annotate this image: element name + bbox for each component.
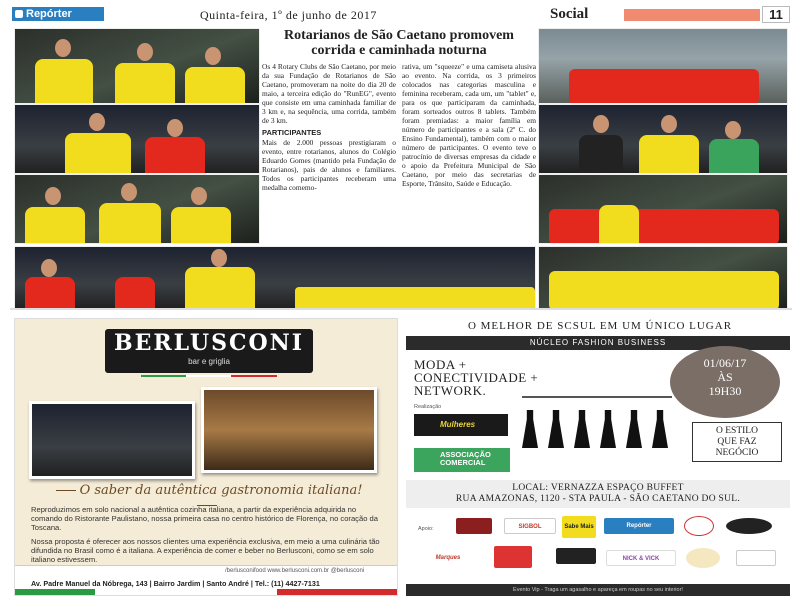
sponsor-logo: NICK & VICK [606,550,676,566]
event-date-circle [670,346,780,418]
article-paragraph: rativa, um "squeeze" e uma camiseta alusiva ao evento. Na corrida, os 3 primeiros colocados nas categorias masculina e feminina receberam, cada um, um "tablet" e, para os que participaram da caminhada, foram sorteados outros 8 tablets. Também foram premiadas: a maior família em número de participantes e a sala (2º C. do Ensino Fundamental), também com o maior número de participantes. O evento teve o patrocínio de diversas empresas da cidade e o apoio da Prefeitura Municipal de São Caetano, por meio das secretarias de Esporte, Trânsito, Saúde e Educação. [402,62,536,188]
photo-group-4 [538,174,788,244]
event-location [406,480,790,508]
dress-icon [626,410,642,448]
page-header [10,6,790,24]
associacao-comercial-logo [414,448,510,472]
section-bar [624,9,760,21]
ad-footer [15,565,397,595]
event-date-at: ÀS [717,370,733,384]
restaurant-interior-photo [201,387,377,473]
social-handles: /berlusconifood www.berlusconi.com.br @berlusconi [225,568,365,574]
sponsor-logo: Sabe Mais [562,516,596,538]
ad-footer-strip: Evento Vip - Traga um agasalho e apareça em roupas no seu interior! [406,584,790,596]
sponsor-logo: SIGBOL [504,518,556,534]
clothes-rack-icon [522,396,672,398]
photo-crowd-wide [14,246,536,310]
ad-body [31,505,383,569]
newspaper-logo: Repórter [12,7,104,21]
nucleo-banner: NÚCLEO FASHION BUSINESS [406,336,790,350]
sponsor-logo [456,518,492,534]
ad-tagline: O saber da autêntica gastronomia italiana! [45,483,369,513]
sponsor-logo [494,546,532,568]
article [262,28,536,246]
assoc-line: COMERCIAL [440,458,486,467]
brand-name: BERLUSCONI [113,330,305,356]
brand-logo [105,329,313,373]
article-paragraph: Mais de 2.000 pessoas prestigiaram o evento, entre rotarianos, alunos do Colégio Eduardo Gomes (mantido pela Fundação de Rotarianos), pais de alunos e familiares. Todos os participantes receberam uma medalha comemo- [262,138,396,192]
apoio-label: Apoio: [418,526,434,532]
moda-line: NETWORK. [414,383,487,398]
ad-fashion-business [406,318,794,596]
italian-flag-stripe [141,375,277,377]
event-time: 19H30 [708,384,742,398]
ad-title: O MELHOR DE SCSUL EM UM ÚNICO LUGAR [467,320,733,332]
realizacao-label: Realização [414,404,442,410]
photo-group-3 [538,104,788,174]
sponsor-logo: Marques [420,550,476,566]
moda-line: MODA + [414,357,467,372]
section-title: Social [550,6,589,22]
article-column-1 [262,62,396,195]
article-paragraph: Os 4 Rotary Clubs de São Caetano, por meio da sua Fundação de Rotarianos de São Caetano, promoveram na noite do dia 20 de maio, a terceira edição do "RunEG", evento que consiste em uma caminhada familiar de 3 km e, na sequência, uma corrida, também de 3 km. [262,62,396,125]
ad-address: Av. Padre Manuel da Nóbrega, 143 | Bairro Jardim | Santo André | Tel.: (11) 4427-7131 [31,579,320,588]
sponsor-logo [684,516,714,536]
brand-subtitle: bar e griglia [188,357,230,366]
sponsor-logo: Repórter [604,518,674,534]
event-date: 01/06/17 [703,356,747,370]
moda-text [414,358,538,397]
moda-line: CONECTIVIDADE + [414,370,539,385]
ad-berlusconi [14,318,398,596]
dress-icon [548,410,564,448]
ad-paragraph: Reproduzimos em solo nacional a autêntica cozinha italiana, a partir da experiência adquirida no comando do Ristorante Paulistano, nossa primeira casa no centro histórico de Florença, no coração da Toscana. [31,505,378,532]
article-column-2 [402,62,536,195]
red-stripe [277,589,397,595]
dress-icon [652,410,668,448]
sponsor-logo [556,548,596,564]
estilo-box [692,422,782,462]
photo-group-5 [538,246,788,310]
mulheres-logo: Mulheres [414,414,508,436]
estilo-line: NEGÓCIO [715,448,759,458]
assoc-line: ASSOCIAÇÃO [440,450,491,459]
location-line: RUA AMAZONAS, 1120 - STA PAULA - SÃO CAETANO DO SUL. [455,494,741,504]
location-line: LOCAL: VERNAZZA ESPAÇO BUFFET [512,483,684,493]
green-stripe [15,589,95,595]
article-headline: Rotarianos de São Caetano promovem corrida e caminhada noturna [284,28,514,58]
sponsor-logo [736,550,776,566]
restaurant-exterior-photo [29,401,195,479]
estilo-line: QUE FAZ [717,437,757,447]
photo-couple-1 [14,104,260,174]
article-subhead: PARTICIPANTES [262,128,322,137]
dress-icon [522,410,538,448]
divider [10,308,792,310]
photo-runners-group-1 [14,28,260,104]
photo-group-red-shirts [538,28,788,104]
sponsor-logo [686,548,720,568]
photo-group-2 [14,174,260,244]
dateline: Quinta-feira, 1º de junho de 2017 [200,8,377,22]
dress-icon [574,410,590,448]
dress-icon [600,410,616,448]
ad-paragraph: Nossa proposta é oferecer aos nossos clientes uma experiência exclusiva, em meio a uma culinária tão difundida no Brasil como é a italiana. A experiência de comer e beber no Berlusconi, como se em solo italiano estivessem. [31,537,380,564]
page-number: 11 [762,6,790,23]
sponsor-logo [726,518,772,534]
estilo-line: O ESTILO [716,426,758,436]
